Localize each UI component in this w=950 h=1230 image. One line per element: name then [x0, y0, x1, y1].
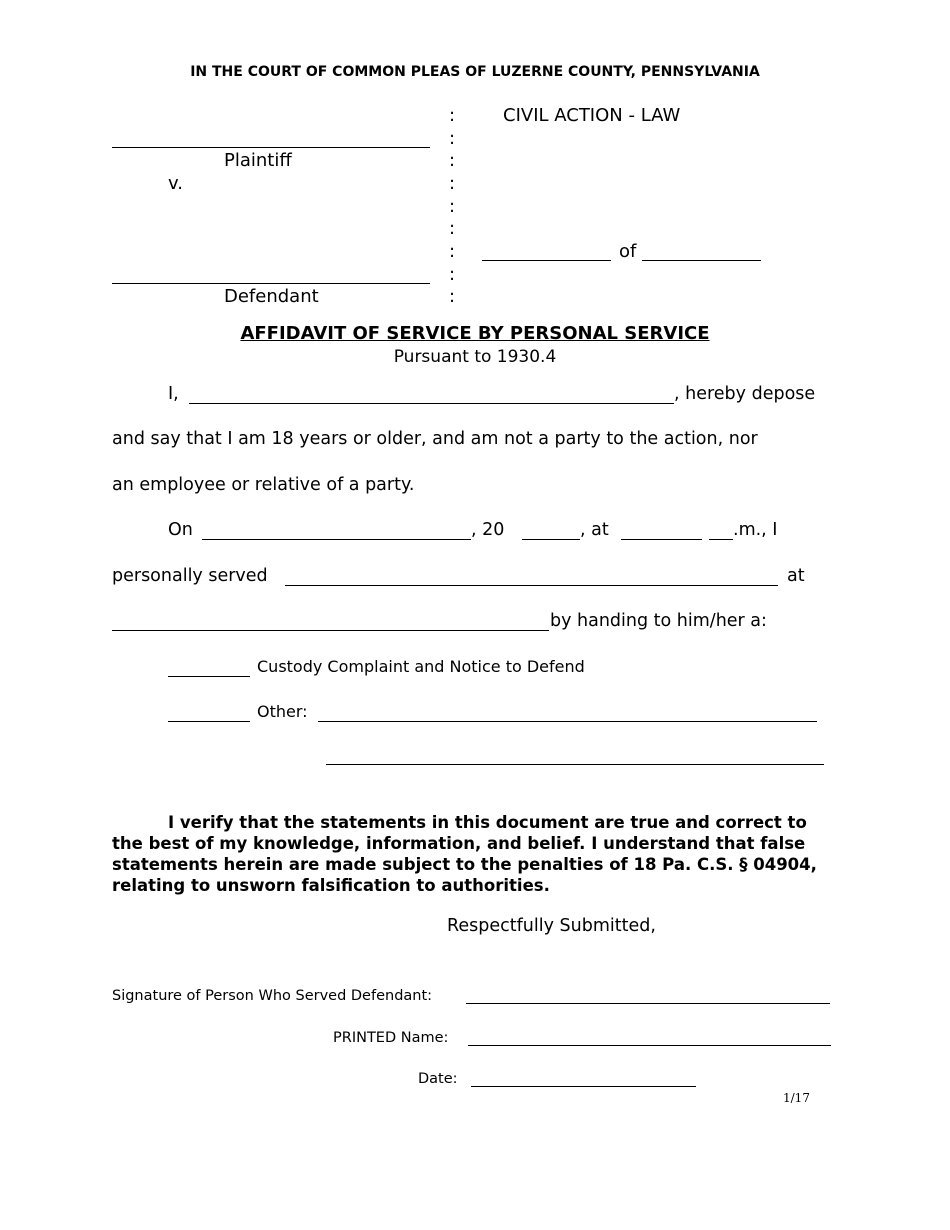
- personally-served-label: personally served: [112, 566, 268, 586]
- colon: :: [449, 286, 456, 307]
- service-date-line[interactable]: [202, 539, 471, 540]
- served-person-line[interactable]: [285, 585, 778, 586]
- verification-statement: I verify that the statements in this document are true and correct to the best of my knowledge, information, and belief. I understand that false statements herein are made subject to the penalties of 18 Pa. C.S. § 04904, relating to unsworn falsification to authorities.: [112, 813, 817, 895]
- colon: :: [449, 264, 456, 285]
- service-year-line[interactable]: [522, 539, 580, 540]
- affidavit-line-3: an employee or relative of a party.: [112, 475, 415, 495]
- year-prefix: , 20: [471, 520, 505, 540]
- other-document-line-1[interactable]: [318, 721, 817, 722]
- printed-name-label: PRINTED Name:: [333, 1030, 449, 1046]
- service-time-line[interactable]: [621, 539, 702, 540]
- plaintiff-label: Plaintiff: [224, 150, 292, 171]
- respectfully-submitted: Respectfully Submitted,: [447, 916, 656, 936]
- printed-name-line[interactable]: [468, 1045, 831, 1046]
- page-number: 1/17: [783, 1091, 810, 1105]
- colon: :: [449, 218, 456, 239]
- defendant-label: Defendant: [224, 286, 319, 307]
- colon: :: [449, 105, 456, 126]
- handing-label: by handing to him/her a:: [550, 611, 767, 631]
- at-label: , at: [580, 520, 609, 540]
- at-location-label: at: [787, 566, 805, 586]
- other-document-line-2[interactable]: [326, 764, 824, 765]
- docket-year-line[interactable]: [642, 260, 761, 261]
- colon: :: [449, 173, 456, 194]
- versus-label: v.: [168, 173, 183, 194]
- court-header: IN THE COURT OF COMMON PLEAS OF LUZERNE COUNTY, PENNSYLVANIA: [190, 64, 760, 80]
- affidavit-line-2: and say that I am 18 years or older, and am not a party to the action, nor: [112, 429, 758, 449]
- on-label: On: [168, 520, 193, 540]
- am-pm-line[interactable]: [709, 539, 733, 540]
- colon: :: [449, 241, 456, 262]
- meridiem-label: .m., I: [733, 520, 778, 540]
- colon: :: [449, 196, 456, 217]
- plaintiff-name-line[interactable]: [112, 147, 430, 148]
- other-document-label: Other:: [257, 702, 308, 721]
- service-address-line[interactable]: [112, 630, 549, 631]
- defendant-name-line[interactable]: [112, 283, 430, 284]
- date-label: Date:: [418, 1071, 458, 1087]
- depose-text: , hereby depose: [674, 384, 816, 404]
- other-document-checkline[interactable]: [168, 721, 250, 722]
- custody-complaint-checkline[interactable]: [168, 676, 250, 677]
- date-line[interactable]: [471, 1086, 696, 1087]
- colon: :: [449, 150, 456, 171]
- docket-number-line[interactable]: [482, 260, 611, 261]
- custody-complaint-label: Custody Complaint and Notice to Defend: [257, 657, 585, 676]
- civil-action-label: CIVIL ACTION - LAW: [503, 105, 681, 126]
- signature-line[interactable]: [466, 1003, 830, 1004]
- document-title: AFFIDAVIT OF SERVICE BY PERSONAL SERVICE: [240, 323, 710, 344]
- document-subtitle: Pursuant to 1930.4: [393, 347, 557, 367]
- signature-label: Signature of Person Who Served Defendant:: [112, 988, 433, 1004]
- docket-of-label: of: [619, 241, 637, 262]
- affiant-name-line[interactable]: [189, 403, 674, 404]
- colon: :: [449, 128, 456, 149]
- affiant-intro: I,: [168, 384, 179, 404]
